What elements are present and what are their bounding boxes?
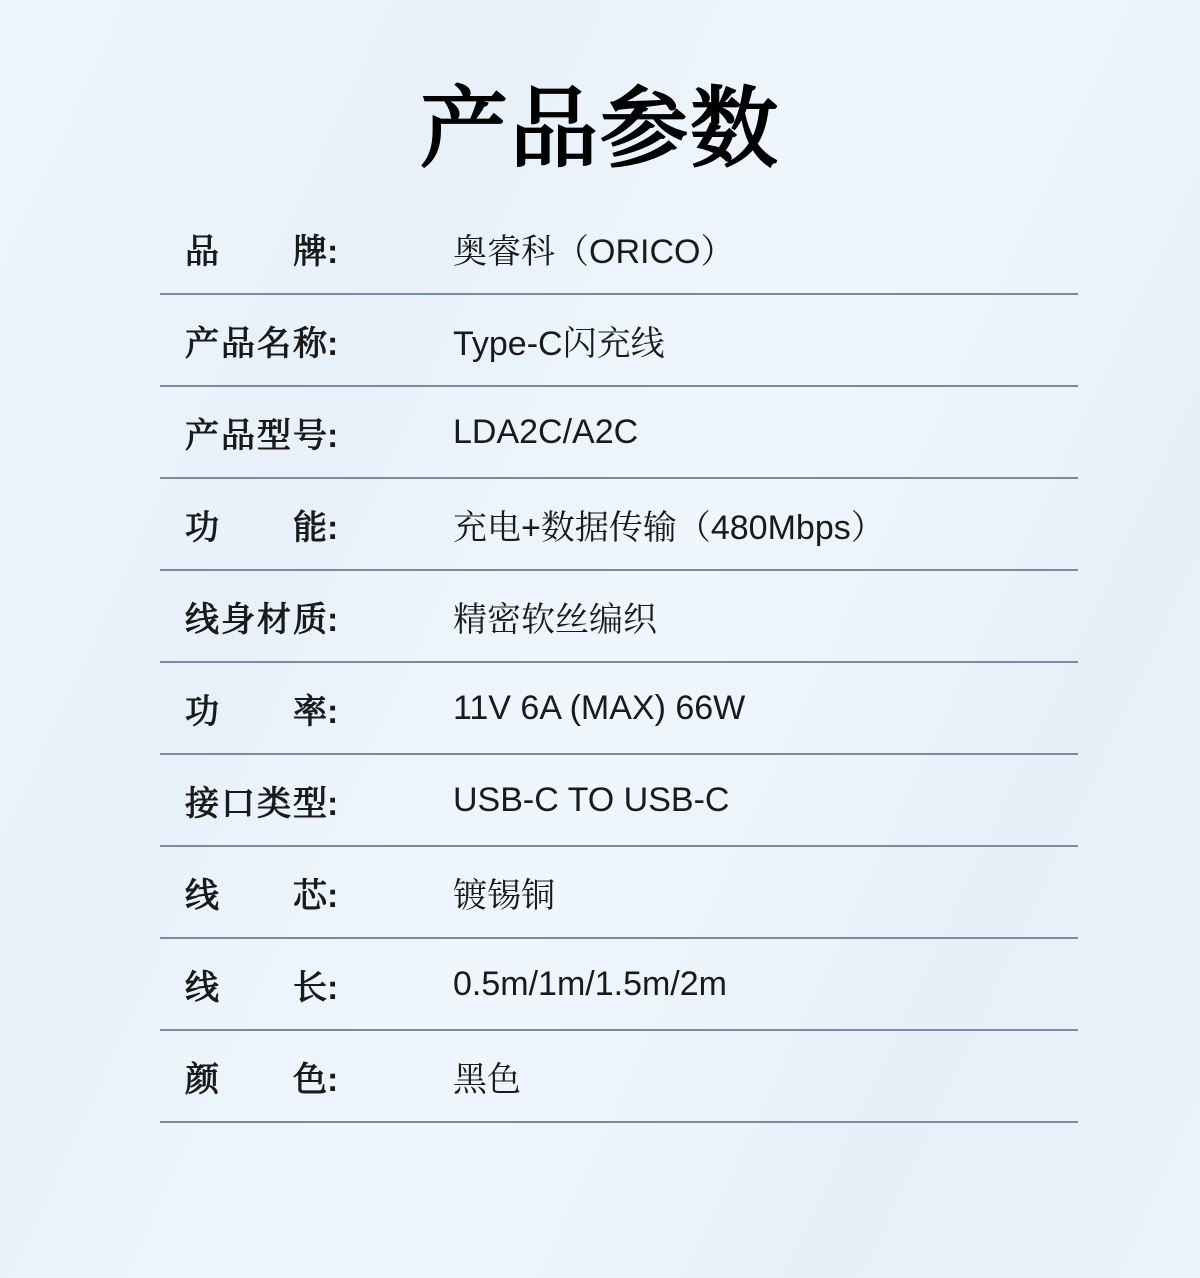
spec-row-label-wrap — [185, 684, 353, 733]
spec-row-label-wrap — [185, 224, 353, 273]
spec-row — [160, 939, 1078, 1031]
spec-row-label: 接口类型 — [185, 784, 327, 823]
spec-row-label: 线长 — [185, 968, 327, 1007]
spec-row — [160, 387, 1078, 479]
spec-row-colon: : — [327, 876, 339, 915]
spec-row-value: 黑色 — [453, 1060, 521, 1099]
spec-row-value: 充电+数据传输（480Mbps） — [453, 508, 885, 547]
spec-row-label: 功能 — [185, 508, 327, 547]
spec-row-colon: : — [327, 416, 339, 455]
spec-row-label-wrap — [185, 316, 353, 365]
spec-row-label-wrap — [185, 500, 353, 549]
spec-row-label-wrap — [185, 1052, 353, 1101]
spec-row-label: 品牌 — [185, 232, 327, 271]
spec-row-colon: : — [327, 1060, 339, 1099]
spec-row-label: 颜色 — [185, 1060, 327, 1099]
spec-table — [160, 203, 1078, 1123]
spec-row-label: 功率 — [185, 692, 327, 731]
spec-row-label-wrap — [185, 868, 353, 917]
spec-row-label-wrap — [185, 408, 353, 457]
spec-row-value: 0.5m/1m/1.5m/2m — [453, 964, 727, 1003]
spec-row-label: 线身材质 — [185, 600, 327, 639]
spec-row-colon: : — [327, 508, 339, 547]
spec-row — [160, 479, 1078, 571]
spec-row-value: LDA2C/A2C — [453, 412, 639, 451]
spec-row-value: USB-C TO USB-C — [453, 780, 730, 819]
spec-row-colon: : — [327, 324, 339, 363]
spec-row-label-wrap — [185, 592, 353, 641]
spec-row-colon: : — [327, 600, 339, 639]
spec-row-value: 奥睿科（ORICO） — [453, 232, 735, 271]
spec-row-label: 产品型号 — [185, 416, 327, 455]
spec-row-label-wrap — [185, 776, 353, 825]
page-title: 产品参数 — [419, 79, 780, 178]
product-spec-page — [0, 78, 1200, 1278]
spec-row-colon: : — [327, 692, 339, 731]
spec-row — [160, 295, 1078, 387]
spec-row — [160, 847, 1078, 939]
spec-row — [160, 755, 1078, 847]
spec-row-label: 线芯 — [185, 876, 327, 915]
spec-row-colon: : — [327, 968, 339, 1007]
spec-row — [160, 203, 1078, 295]
spec-row-label-wrap — [185, 960, 353, 1009]
spec-row-colon: : — [327, 784, 339, 823]
spec-row-colon: : — [327, 232, 339, 271]
spec-row-value: 11V 6A (MAX) 66W — [453, 688, 746, 727]
spec-row-label: 产品名称 — [185, 324, 327, 363]
spec-row — [160, 1031, 1078, 1123]
spec-row-value: Type-C闪充线 — [453, 324, 665, 363]
spec-row-value: 精密软丝编织 — [453, 600, 657, 639]
spec-row-value: 镀锡铜 — [453, 876, 555, 915]
spec-row — [160, 663, 1078, 755]
spec-row — [160, 571, 1078, 663]
